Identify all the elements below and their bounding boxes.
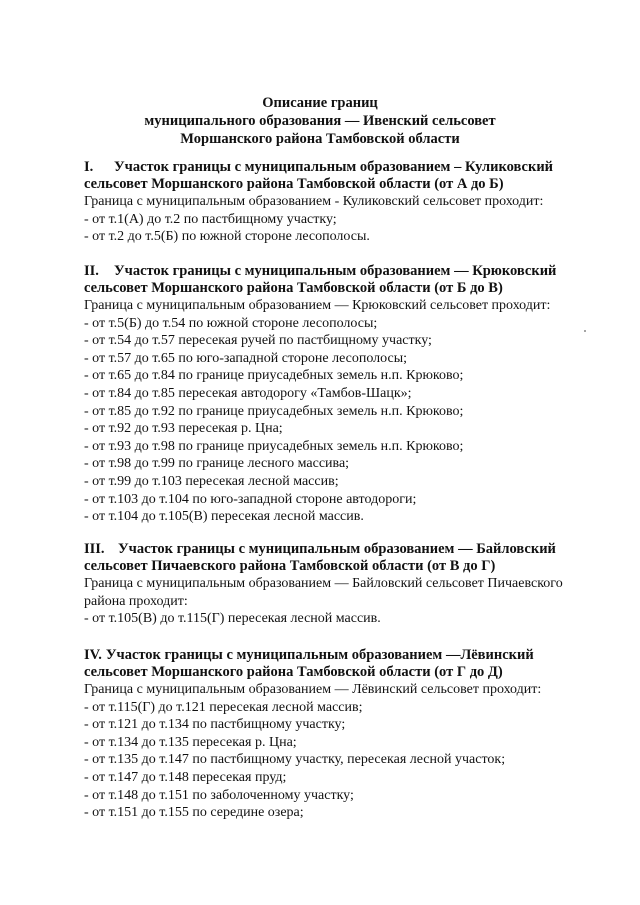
section-2-heading-line-1 <box>84 263 614 280</box>
section-3-heading-text: Участок границы с муниципальным образованием — Байловский <box>118 541 556 557</box>
section-3-line: - от т.105(В) до т.115(Г) пересекая лесной массив. <box>84 611 381 627</box>
section-2-number: II. <box>84 263 99 279</box>
section-1-heading-line-1 <box>84 159 614 176</box>
section-4-heading-line-2: сельсовет Моршанского района Тамбовской области (от Г до Д) <box>84 664 503 680</box>
section-4-line: - от т.115(Г) до т.121 пересекая лесной массив; <box>84 699 363 715</box>
section-1-line: Граница с муниципальным образованием - Куликовский сельсовет проходит: <box>84 194 544 209</box>
section-1-line: - от т.1(А) до т.2 по пастбищному участку; <box>84 211 337 227</box>
section-2-line: - от т.104 до т.105(В) пересекая лесной массив. <box>84 509 364 525</box>
section-2-line: Граница с муниципальным образованием — Крюковский сельсовет проходит: <box>84 298 551 313</box>
section-2-line: - от т.84 до т.85 пересекая автодорогу «Тамбов-Шацк»; <box>84 385 412 401</box>
section-3 <box>84 541 614 628</box>
section-1-number: I. <box>84 159 94 175</box>
section-3-line: Граница с муниципальным образованием — Байловский сельсовет Пичаевского <box>84 576 563 591</box>
section-4-number: IV. <box>84 647 102 663</box>
scan-speck <box>584 330 586 332</box>
section-3-heading-line-2: сельсовет Пичаевского района Тамбовской области (от В до Г) <box>84 558 496 574</box>
section-4-heading-line-1 <box>84 647 614 664</box>
section-2-line: - от т.5(Б) до т.54 по южной стороне лесополосы; <box>84 315 378 331</box>
section-2-line: - от т.57 до т.65 по юго-западной стороне лесополосы; <box>84 350 407 366</box>
section-4-line: - от т.151 до т.155 по середине озера; <box>84 805 304 821</box>
section-2-line: - от т.98 до т.99 по границе лесного массива; <box>84 456 350 472</box>
section-1 <box>84 159 614 246</box>
section-2-heading-line-2: сельсовет Моршанского района Тамбовской области (от Б до В) <box>84 280 503 296</box>
section-4-line: Граница с муниципальным образованием — Лёвинский сельсовет проходит: <box>84 682 542 697</box>
section-2-line: - от т.103 до т.104 по юго-западной стороне автодороги; <box>84 491 417 507</box>
section-2-line: - от т.92 до т.93 пересекая р. Цна; <box>84 421 283 437</box>
section-1-heading-line-2: сельсовет Моршанского района Тамбовской области (от А до Б) <box>84 176 504 192</box>
section-3-heading-line-1 <box>84 541 614 558</box>
section-4-line: - от т.135 до т.147 по пастбищному участку, пересекая лесной участок; <box>84 752 506 768</box>
section-2-heading-text: Участок границы с муниципальным образованием — Крюковский <box>114 263 557 279</box>
section-4-line: - от т.147 до т.148 пересекая пруд; <box>84 769 287 785</box>
section-4-heading-text: Участок границы с муниципальным образованием —Лёвинский <box>105 647 534 663</box>
document-title-line-3: Моршанского района Тамбовской области <box>180 131 460 147</box>
section-1-line: - от т.2 до т.5(Б) по южной стороне лесополосы. <box>84 229 370 245</box>
section-4-line: - от т.148 до т.151 по заболоченному участку; <box>84 787 354 803</box>
section-3-number: III. <box>84 541 105 557</box>
section-3-line: района проходит: <box>84 593 188 609</box>
section-2-line: - от т.93 до т.98 по границе приусадебных земель н.п. Крюково; <box>84 438 464 454</box>
section-2-line: - от т.54 до т.57 пересекая ручей по пастбищному участку; <box>84 333 432 349</box>
section-1-heading-text: Участок границы с муниципальным образованием – Куликовский <box>114 159 554 175</box>
section-4-line: - от т.121 до т.134 по пастбищному участку; <box>84 717 346 733</box>
section-2-line: - от т.99 до т.103 пересекая лесной массив; <box>84 473 339 489</box>
section-2 <box>84 263 614 526</box>
section-4 <box>84 647 614 822</box>
document-title-line-2: муниципального образования — Ивенский сельсовет <box>144 113 496 129</box>
section-2-line: - от т.85 до т.92 по границе приусадебных земель н.п. Крюково; <box>84 403 464 419</box>
section-2-line: - от т.65 до т.84 по границе приусадебных земель н.п. Крюково; <box>84 368 464 384</box>
section-4-line: - от т.134 до т.135 пересекая р. Цна; <box>84 734 297 750</box>
document-title-line-1: Описание границ <box>262 95 378 111</box>
